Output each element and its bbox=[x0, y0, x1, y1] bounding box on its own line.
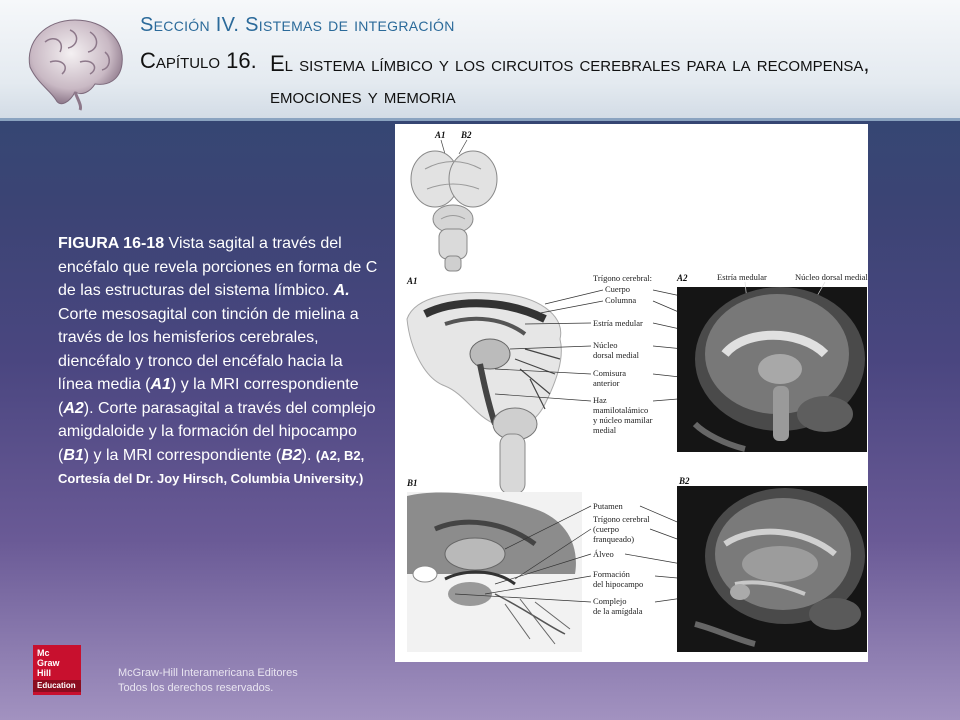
inset-label-b2: B2 bbox=[461, 130, 472, 140]
caption-b2: B2 bbox=[281, 446, 302, 464]
label-comisura: Comisura bbox=[593, 368, 627, 378]
caption-text: Corte mesosagital con tinción de mielina a través de los hemisferios cerebrales, diencéfalo y tronco del encéfalo hacia la línea media ( bbox=[58, 305, 359, 393]
label-formacion: Formación bbox=[593, 569, 630, 579]
label-nucleo-mamilar: y núcleo mamilar bbox=[593, 415, 653, 425]
panel-label-b1: B1 bbox=[407, 478, 418, 488]
label-nucleo: Núcleo bbox=[593, 340, 618, 350]
chapter-title: El sistema límbico y los circuitos cerebrales para la recompensa, emociones y memoria bbox=[270, 51, 870, 108]
panel-b2 bbox=[677, 476, 867, 652]
section-title: Sección IV. Sistemas de integración bbox=[140, 14, 455, 36]
label-putamen: Putamen bbox=[593, 501, 623, 511]
logo-line: Mc bbox=[37, 648, 50, 658]
caption-credit: (A2, B2, Cortesía del Dr. Joy Hirsch, Columbia University.) bbox=[58, 447, 365, 486]
label-a2-estria: Estría medular bbox=[717, 272, 767, 282]
chapter-label: Capítulo 16. bbox=[140, 48, 257, 73]
label-dorsal-medial: dorsal medial bbox=[593, 350, 640, 360]
label-a2-nucleo: Núcleo dorsal medial bbox=[795, 272, 868, 282]
panel-label-a2: A2 bbox=[677, 273, 688, 283]
caption-text: ). bbox=[301, 446, 316, 464]
brainstem-inset bbox=[411, 130, 497, 271]
label-alveo: Álveo bbox=[593, 549, 614, 559]
caption-a-label: A. bbox=[333, 282, 350, 299]
label-cuerpo: Cuerpo bbox=[605, 284, 631, 294]
label-amigdala: de la amígdala bbox=[593, 606, 643, 616]
footer-rights: Todos los derechos reservados. bbox=[118, 682, 274, 694]
footer-publisher: McGraw-Hill Interamericana Editores bbox=[118, 667, 298, 679]
footer-copyright bbox=[118, 666, 298, 696]
label-haz: Haz bbox=[593, 395, 607, 405]
brain-icon bbox=[20, 12, 130, 112]
label-trigono-b: Trígono cerebral bbox=[593, 514, 650, 524]
caption-b1: B1 bbox=[63, 446, 84, 464]
label-mamilotalamico: mamilotalámico bbox=[593, 405, 649, 415]
mcgraw-hill-logo bbox=[33, 645, 81, 695]
figure-label: FIGURA 16-18 bbox=[58, 235, 165, 252]
caption-a1: A1 bbox=[150, 376, 171, 393]
logo-education: Education bbox=[33, 680, 81, 692]
label-cuerpo-b: (cuerpo bbox=[593, 524, 619, 534]
caption-text: Vista sagital a través del encéfalo que revela porciones en forma de C de las estructuras del sistema límbico. bbox=[58, 235, 378, 299]
panel-label-b2: B2 bbox=[679, 476, 690, 486]
label-estria-medular: Estría medular bbox=[593, 318, 643, 328]
label-franqueado: franqueado) bbox=[593, 534, 635, 544]
panel-label-a1: A1 bbox=[407, 276, 418, 286]
label-complejo: Complejo bbox=[593, 596, 627, 606]
caption-text: ) y la MRI correspondiente ( bbox=[83, 446, 282, 464]
figure-image bbox=[395, 124, 868, 662]
caption-text: ) y la MRI correspondiente ( bbox=[58, 376, 359, 417]
inset-label-a1: A1 bbox=[435, 130, 446, 140]
panel-a2 bbox=[676, 272, 868, 452]
label-trigono: Trígono cerebral: bbox=[593, 273, 652, 283]
label-medial: medial bbox=[593, 425, 617, 435]
brain-figure bbox=[395, 124, 868, 662]
figure-caption bbox=[58, 232, 378, 491]
logo-line: Graw bbox=[37, 658, 60, 668]
label-anterior: anterior bbox=[593, 378, 620, 388]
slide-header bbox=[0, 0, 960, 121]
logo-line: Hill bbox=[37, 668, 52, 678]
label-columna: Columna bbox=[605, 295, 637, 305]
caption-text: ). Corte parasagital a través del complejo amigdaloide y la formación del hipocampo ( bbox=[58, 399, 376, 464]
label-hipocampo: del hipocampo bbox=[593, 579, 644, 589]
caption-a2: A2 bbox=[63, 399, 84, 417]
